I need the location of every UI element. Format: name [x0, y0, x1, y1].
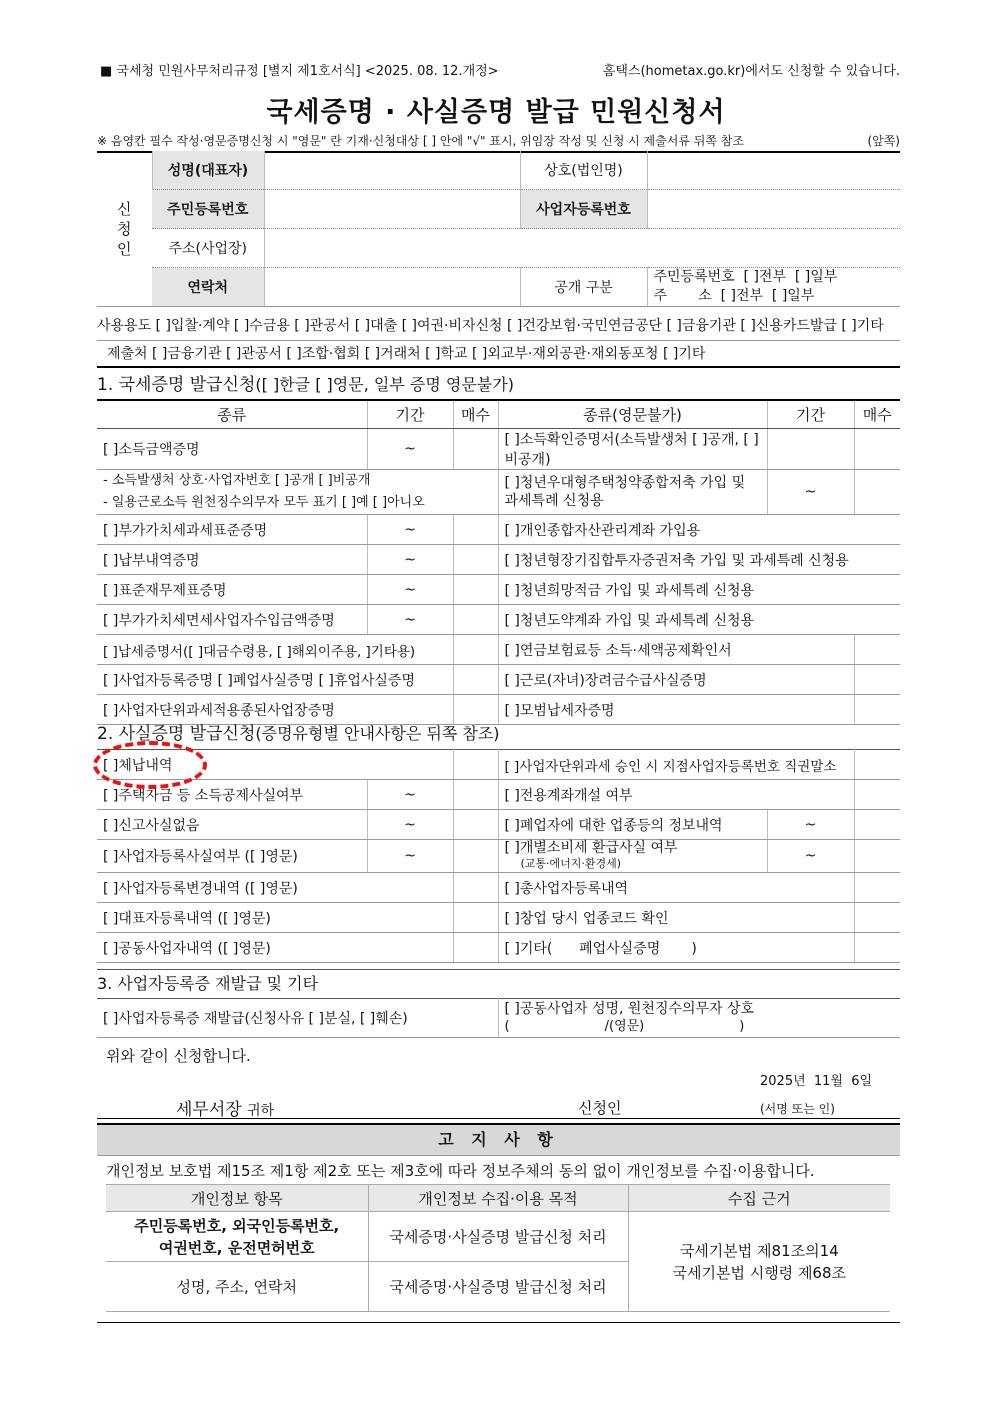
- form-title: 국세증명 · 사실증명 발급 민원신청서: [266, 97, 726, 128]
- applicant-sign-label: 신청인: [578, 1099, 622, 1117]
- s1-header-type-en: [498, 400, 767, 429]
- privacy-purpose-1: 국세증명·사실증명 발급신청 처리: [368, 1212, 628, 1262]
- addressee: [176, 1095, 274, 1120]
- section2-note: (증명유형별 안내사항은 뒤쪽 참조): [255, 724, 500, 743]
- count-cell[interactable]: [453, 575, 498, 605]
- s1-item-income-confirm[interactable]: [ ]소득확인증명서(소득발생처 [ ]공개, [ ]비공개): [498, 429, 767, 470]
- period-cell[interactable]: [767, 429, 854, 470]
- s3-item-joint[interactable]: [498, 999, 900, 1038]
- instruction-notice: [97, 132, 900, 153]
- s2-item-closed-business[interactable]: [ ]폐업자에 대한 업종등의 정보내역: [498, 810, 767, 840]
- privacy-item-ids-line1: 주민등록번호, 외국인등록번호,: [134, 1216, 340, 1235]
- instruction-text: ※ 음영칸 필수 작성·영문증명신청 시 "영문" 란 기재·신청대상 [ ] 안에 "√" 표시, 위임장 작성 및 신청 시 제출서류 뒤쪽 참조: [97, 134, 744, 148]
- s1-header-count-2: 매수: [854, 400, 900, 429]
- period-tilde[interactable]: ~: [367, 515, 453, 545]
- privacy-header-item: 개인정보 항목: [106, 1185, 368, 1212]
- addressee-office: 세무서장: [176, 1100, 242, 1120]
- address-field[interactable]: [264, 229, 900, 268]
- name-field[interactable]: [264, 151, 520, 190]
- period-tilde[interactable]: ~: [367, 605, 453, 635]
- disclosure-address[interactable]: 주 소 [ ]전부 [ ]일부: [653, 288, 815, 304]
- s1-item-biz-reg[interactable]: [ ]사업자등록증명 [ ]폐업사실증명 [ ]휴업사실증명: [97, 665, 453, 695]
- count-cell[interactable]: [854, 903, 900, 933]
- privacy-purpose-2: 국세증명·사실증명 발급신청 처리: [368, 1262, 628, 1312]
- disclosure-label: 공개 구분: [520, 268, 647, 307]
- s3-item-reissue[interactable]: [ ]사업자등록증 재발급(신청사유 [ ]분실, [ ]훼손): [97, 999, 498, 1038]
- count-cell[interactable]: [453, 515, 498, 545]
- count-cell[interactable]: [453, 750, 498, 780]
- rrn-field[interactable]: [264, 190, 520, 229]
- privacy-basis: [628, 1212, 890, 1312]
- s2-item-other[interactable]: [ ]기타( 폐업사실증명 ): [498, 933, 854, 963]
- section3-table: [97, 998, 900, 1038]
- period-tilde[interactable]: ~: [767, 470, 854, 515]
- privacy-basis-line1: 국세기본법 제81조의14: [679, 1241, 839, 1260]
- closing-statement: 위와 같이 신청합니다.: [106, 1047, 251, 1065]
- count-cell[interactable]: [854, 429, 900, 470]
- s1-item-isa[interactable]: [ ]개인종합자산관리계좌 가입용: [498, 515, 900, 545]
- s2-item-representative[interactable]: [ ]대표자등록내역 ([ ]영문): [97, 903, 453, 933]
- s2-item-dedicated-account[interactable]: [ ]전용계좌개설 여부: [498, 780, 854, 810]
- period-tilde[interactable]: ~: [367, 840, 453, 873]
- s1-header-period-2: 기간: [767, 400, 854, 429]
- period-tilde[interactable]: ~: [767, 840, 854, 873]
- company-label: 상호(법인명): [520, 151, 647, 190]
- count-cell[interactable]: [453, 635, 498, 665]
- section2-title: [97, 722, 900, 746]
- section1-title-text: 1. 국세증명 발급신청: [97, 375, 256, 395]
- s1-item-income[interactable]: [ ]소득금액증명: [97, 429, 367, 470]
- s1-item-youth-leap[interactable]: [ ]청년도약계좌 가입 및 과세특례 신청용: [498, 605, 900, 635]
- s2-item-no-report[interactable]: [ ]신고사실없음: [97, 810, 367, 840]
- hometax-note: 홈택스(hometax.go.kr)에서도 신청할 수 있습니다.: [602, 64, 900, 79]
- count-cell[interactable]: [854, 933, 900, 963]
- usage-row[interactable]: 사용용도 [ ]입찰·계약 [ ]수금용 [ ]관공서 [ ]대출 [ ]여권·비자신청 [ ]건강보험·국민연금공단 [ ]금융기관 [ ]신용카드발급 [ ]기타: [97, 312, 900, 341]
- divider: [97, 1118, 900, 1119]
- section2-title-text: 2. 사실증명 발급신청: [97, 724, 256, 744]
- s1-header-count: 매수: [453, 400, 498, 429]
- period-tilde[interactable]: ~: [367, 429, 453, 470]
- count-cell[interactable]: [453, 903, 498, 933]
- privacy-table: [106, 1184, 890, 1312]
- s1-item-financial-statement[interactable]: [ ]표준재무제표증명: [97, 575, 367, 605]
- name-label: 성명(대표자): [152, 151, 264, 190]
- privacy-header-basis: 수집 근거: [628, 1185, 890, 1212]
- s1-income-options[interactable]: [97, 470, 498, 515]
- s1-item-vat-exempt[interactable]: [ ]부가가치세면세사업자수입금액증명: [97, 605, 367, 635]
- form-header: [100, 60, 900, 79]
- s1-item-earned-income[interactable]: [ ]근로(자녀)장려금수급사실증명: [498, 665, 854, 695]
- regulation-note: ■ 국세청 민원사무처리규정 [별지 제1호서식] <2025. 08. 12.개정>: [100, 64, 499, 79]
- brn-label: 사업자등록번호: [520, 190, 647, 229]
- address-label: 주소(사업장): [152, 229, 264, 268]
- s1-income-option-disclose[interactable]: - 소득발생처 상호·사업자번호 [ ]공개 [ ]비공개: [103, 473, 371, 488]
- s3-joint-en-field[interactable]: ( /(영문) ): [504, 1019, 745, 1034]
- privacy-item-ids-line2: 여권번호, 운전면허번호: [158, 1238, 315, 1257]
- s1-item-model-taxpayer[interactable]: [ ]모범납세자증명: [498, 695, 854, 725]
- applicant-group-label: 신 청 인: [97, 151, 152, 307]
- s1-item-vat-base[interactable]: [ ]부가가치세과세표준증명: [97, 515, 367, 545]
- s2-item-housing-deduction[interactable]: [ ]주택자금 등 소득공제사실여부: [97, 780, 367, 810]
- count-cell[interactable]: [854, 635, 900, 665]
- count-cell[interactable]: [854, 750, 900, 780]
- period-tilde[interactable]: ~: [367, 545, 453, 575]
- company-field[interactable]: [647, 151, 900, 190]
- count-cell[interactable]: [854, 873, 900, 903]
- contact-field[interactable]: [264, 268, 520, 307]
- s1-header-period: 기간: [367, 400, 453, 429]
- count-cell[interactable]: [453, 695, 498, 725]
- s1-item-pension[interactable]: [ ]연금보험료등 소득·세액공제확인서: [498, 635, 854, 665]
- s2-excise-refund-text[interactable]: [ ]개별소비세 환급사실 여부: [504, 840, 678, 856]
- period-tilde[interactable]: ~: [367, 780, 453, 810]
- count-cell[interactable]: [453, 780, 498, 810]
- s3-joint-text[interactable]: [ ]공동사업자 성명, 원천징수의무자 상호: [504, 1001, 755, 1017]
- section1-lang-options[interactable]: ([ ]한글 [ ]영문, 일부 증명 영문불가): [255, 375, 514, 394]
- s1-header-type-en-text: 종류(영문불가): [583, 406, 682, 424]
- count-cell[interactable]: [453, 810, 498, 840]
- s1-item-unit-taxation[interactable]: [ ]사업자단위과세적용종된사업장증명: [97, 695, 453, 725]
- s2-item-joint-business[interactable]: [ ]공동사업자내역 ([ ]영문): [97, 933, 453, 963]
- rrn-label: 주민등록번호: [152, 190, 264, 229]
- section1-title: [97, 373, 900, 397]
- bottom-divider: [97, 1322, 900, 1323]
- s1-header-type: 종류: [97, 400, 367, 429]
- addressee-suffix: 귀하: [247, 1103, 275, 1119]
- s1-item-youth-longterm[interactable]: [ ]청년형장기집합투자증권저축 가입 및 과세특례 신청용: [498, 545, 900, 575]
- s2-excise-refund-note: (교통·에너지·환경세): [520, 857, 622, 870]
- application-date: 2025년 11월 6일: [760, 1074, 873, 1089]
- sign-field[interactable]: (서명 또는 인): [760, 1102, 835, 1116]
- count-cell[interactable]: [453, 429, 498, 470]
- count-cell[interactable]: [453, 545, 498, 575]
- s1-income-option-daily[interactable]: - 일용근로소득 원천징수의무자 모두 표기 [ ]예 [ ]아니오: [103, 495, 425, 510]
- period-tilde[interactable]: ~: [367, 575, 453, 605]
- s2-item-arrears[interactable]: [ ]체납내역: [97, 750, 453, 780]
- s1-item-youth-housing[interactable]: [ ]청년우대형주택청약종합저축 가입 및 과세특례 신청용: [498, 470, 767, 515]
- count-cell[interactable]: [453, 873, 498, 903]
- page-side: (앞쪽): [867, 134, 900, 148]
- privacy-header-purpose: 개인정보 수집·이용 목적: [368, 1185, 628, 1212]
- highlight-circle-arrears: [93, 741, 207, 789]
- s1-item-youth-hope[interactable]: [ ]청년희망적금 가입 및 과세특례 신청용: [498, 575, 900, 605]
- s1-item-payment-history[interactable]: [ ]납부내역증명: [97, 545, 367, 575]
- privacy-basis-line2: 국세기본법 시행령 제68조: [672, 1263, 847, 1282]
- s2-item-excise-refund[interactable]: [498, 840, 767, 873]
- brn-field[interactable]: [647, 190, 900, 229]
- s2-item-biz-reg-change[interactable]: [ ]사업자등록변경내역 ([ ]영문): [97, 873, 453, 903]
- count-cell[interactable]: [453, 605, 498, 635]
- count-cell[interactable]: [453, 933, 498, 963]
- s2-item-branch-cancel[interactable]: [ ]사업자단위과세 승인 시 지점사업자등록번호 직권말소: [498, 750, 854, 780]
- privacy-item-ids: [106, 1212, 368, 1262]
- s2-item-startup-code[interactable]: [ ]창업 당시 업종코드 확인: [498, 903, 854, 933]
- count-cell[interactable]: [854, 840, 900, 873]
- s2-item-total-biz-reg[interactable]: [ ]총사업자등록내역: [498, 873, 854, 903]
- count-cell[interactable]: [854, 780, 900, 810]
- notice-section-title: 고 지 사 항: [97, 1123, 900, 1156]
- privacy-item-contact: 성명, 주소, 연락처: [106, 1262, 368, 1312]
- contact-label: 연락처: [152, 268, 264, 307]
- count-cell[interactable]: [453, 665, 498, 695]
- section2-table: [97, 749, 900, 963]
- s1-item-tax-clearance[interactable]: [ ]납세증명서([ ]대금수령용, [ ]해외이주용, ]기타용): [97, 635, 453, 665]
- s2-item-biz-reg-fact[interactable]: [ ]사업자등록사실여부 ([ ]영문): [97, 840, 367, 873]
- period-tilde[interactable]: ~: [767, 810, 854, 840]
- applicant-table: [97, 151, 900, 307]
- section3-title: 3. 사업자등록증 재발급 및 기타: [97, 969, 900, 998]
- section1-table: [97, 399, 900, 725]
- count-cell[interactable]: [453, 840, 498, 873]
- submit-row[interactable]: 제출처 [ ]금융기관 [ ]관공서 [ ]조합·협회 [ ]거래처 [ ]학교 [ ]외교부·재외공관·재외동포청 [ ]기타: [97, 340, 900, 368]
- disclosure-options[interactable]: [647, 268, 900, 307]
- disclosure-rrn[interactable]: 주민등록번호 [ ]전부 [ ]일부: [653, 269, 838, 285]
- count-cell[interactable]: [854, 810, 900, 840]
- count-cell[interactable]: [854, 470, 900, 515]
- privacy-notice-text: 개인정보 보호법 제15조 제1항 제2호 또는 제3호에 따라 정보주체의 동의 없이 개인정보를 수집·이용합니다.: [106, 1162, 815, 1180]
- count-cell[interactable]: [854, 695, 900, 725]
- period-tilde[interactable]: ~: [367, 810, 453, 840]
- count-cell[interactable]: [854, 665, 900, 695]
